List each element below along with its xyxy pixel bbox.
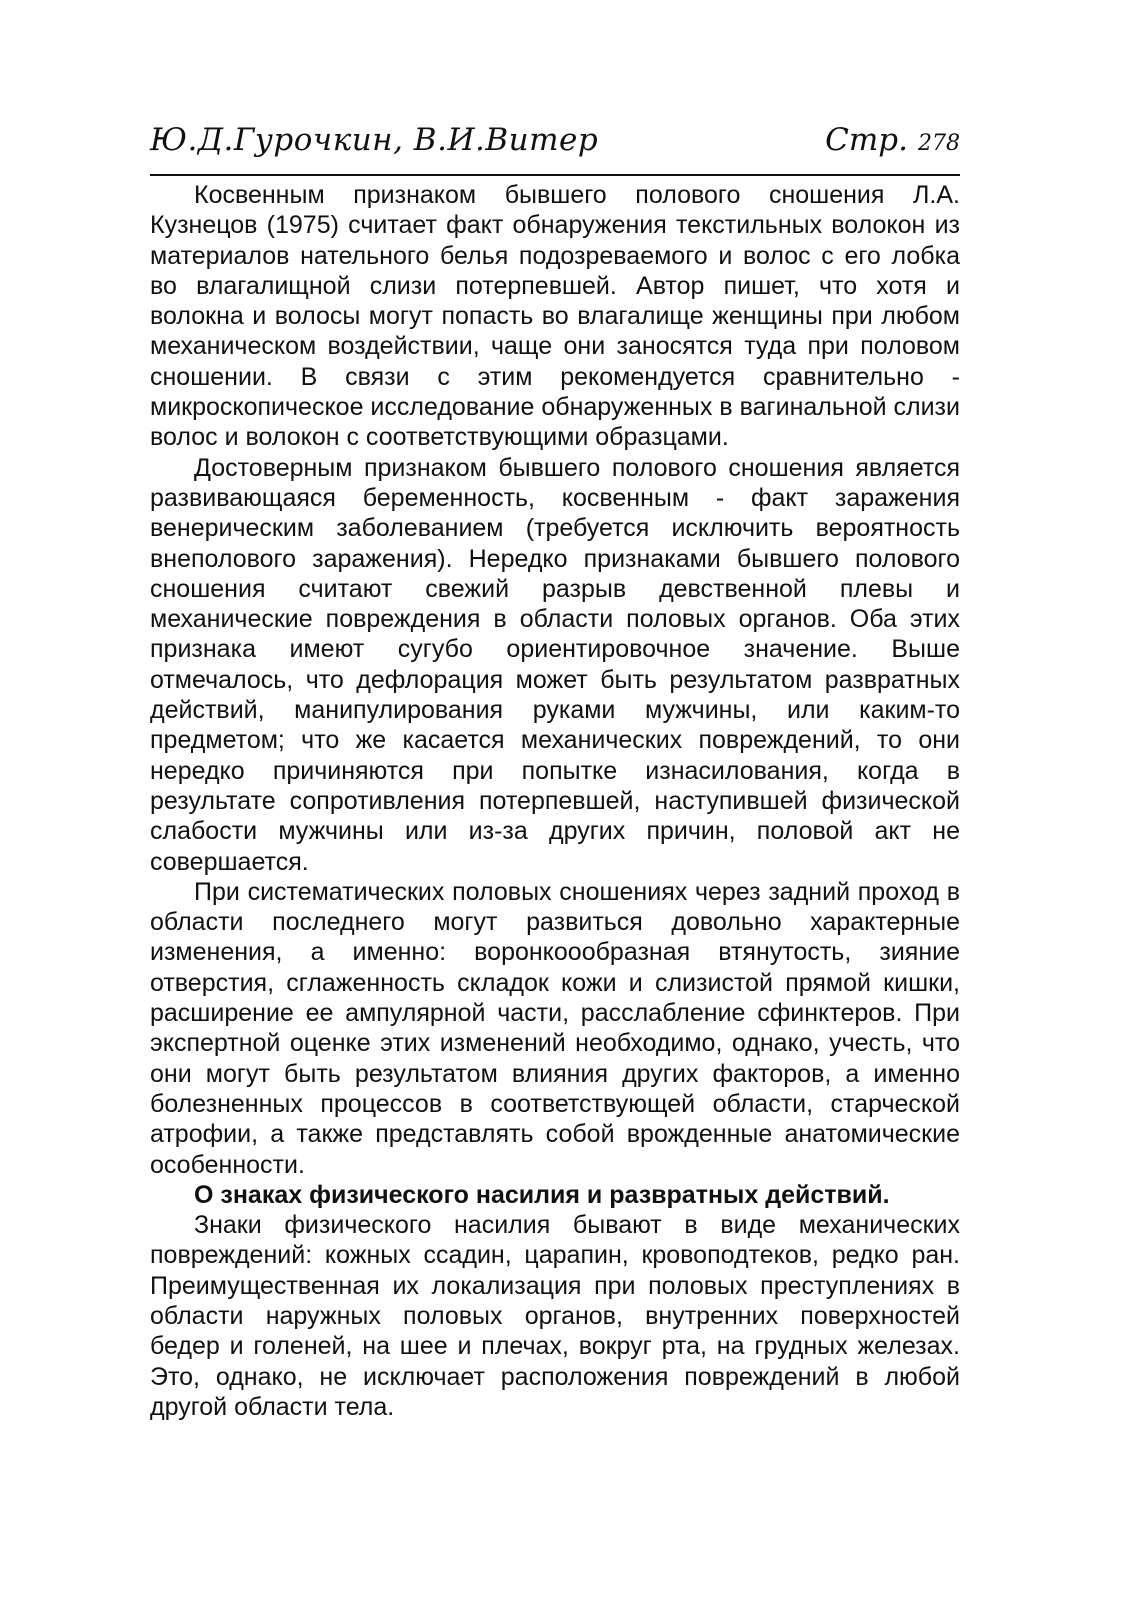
paragraph: Косвенным признаком бывшего полового сношения Л.А. Кузнецов (1975) считает факт обнаружения текстильных волокон из материалов нательного белья подозреваемого и волос с его лобка во влагалищной слизи потерпевшей. Автор пишет, что хотя и волокна и волосы могут попасть во влагалище женщины при любом механическом воздействии, чаще они заносятся туда при половом сношении. В связи с этим рекомендуется сравнительно - микроскопическое исследование обнаруженных в вагинальной слизи волос и волокон с соответствующими образцами. <box>150 181 960 452</box>
paragraph: Достоверным признаком бывшего полового сношения является развивающаяся беременность, косвенным - факт заражения венерическим заболеванием (требуется исключить вероятность внеполового заражения). Нередко признаками бывшего полового сношения считают свежий разрыв девственной плевы и механические повреждения в области половых органов. Оба этих признака имеют сугубо ориентировочное значение. Выше отмечалось, что дефлорация может быть результатом развратных действий, манипулирования руками мужчины, или каким-то предметом; что же касается механических повреждений, то они нередко причиняются при попытке изнасилования, когда в результате сопротивления потерпевшей, наступившей физической слабости мужчины или из-за других причин, половой акт не совершается. <box>150 453 960 876</box>
running-head-authors: Ю.Д.Гурочкин, В.И.Витер <box>150 122 599 158</box>
body-text <box>150 180 960 1422</box>
running-head <box>150 118 960 176</box>
running-head-page <box>825 122 960 158</box>
section-heading: О знаках физического насилия и развратных действий. <box>194 1180 890 1209</box>
paragraph: Знаки физического насилия бывают в виде механических повреждений: кожных ссадин, царапин, кровоподтеков, редко ран. Преимущественная их локализация при половых преступлениях в области наружных половых органов, внутренних поверхностей бедер и голеней, на шее и плечах, вокруг рта, на грудных железах. Это, однако, не исключает расположения повреждений в любой другой области тела. <box>150 1211 960 1421</box>
page-number: 278 <box>918 131 960 156</box>
page-label: Стр. <box>825 122 908 158</box>
paragraph: При систематических половых сношениях через задний проход в области последнего могут развиться довольно характерные изменения, а именно: воронкоообразная втянутость, зияние отверстия, сглаженность складок кожи и слизистой прямой кишки, расширение ее ампулярной части, расслабление сфинктеров. При экспертной оценке этих изменений необходимо, однако, учесть, что они могут быть результатом влияния других факторов, а именно болезненных процессов в соответствующей области, старческой атрофии, а также представлять собой врожденные анатомические особенности. <box>150 877 960 1179</box>
